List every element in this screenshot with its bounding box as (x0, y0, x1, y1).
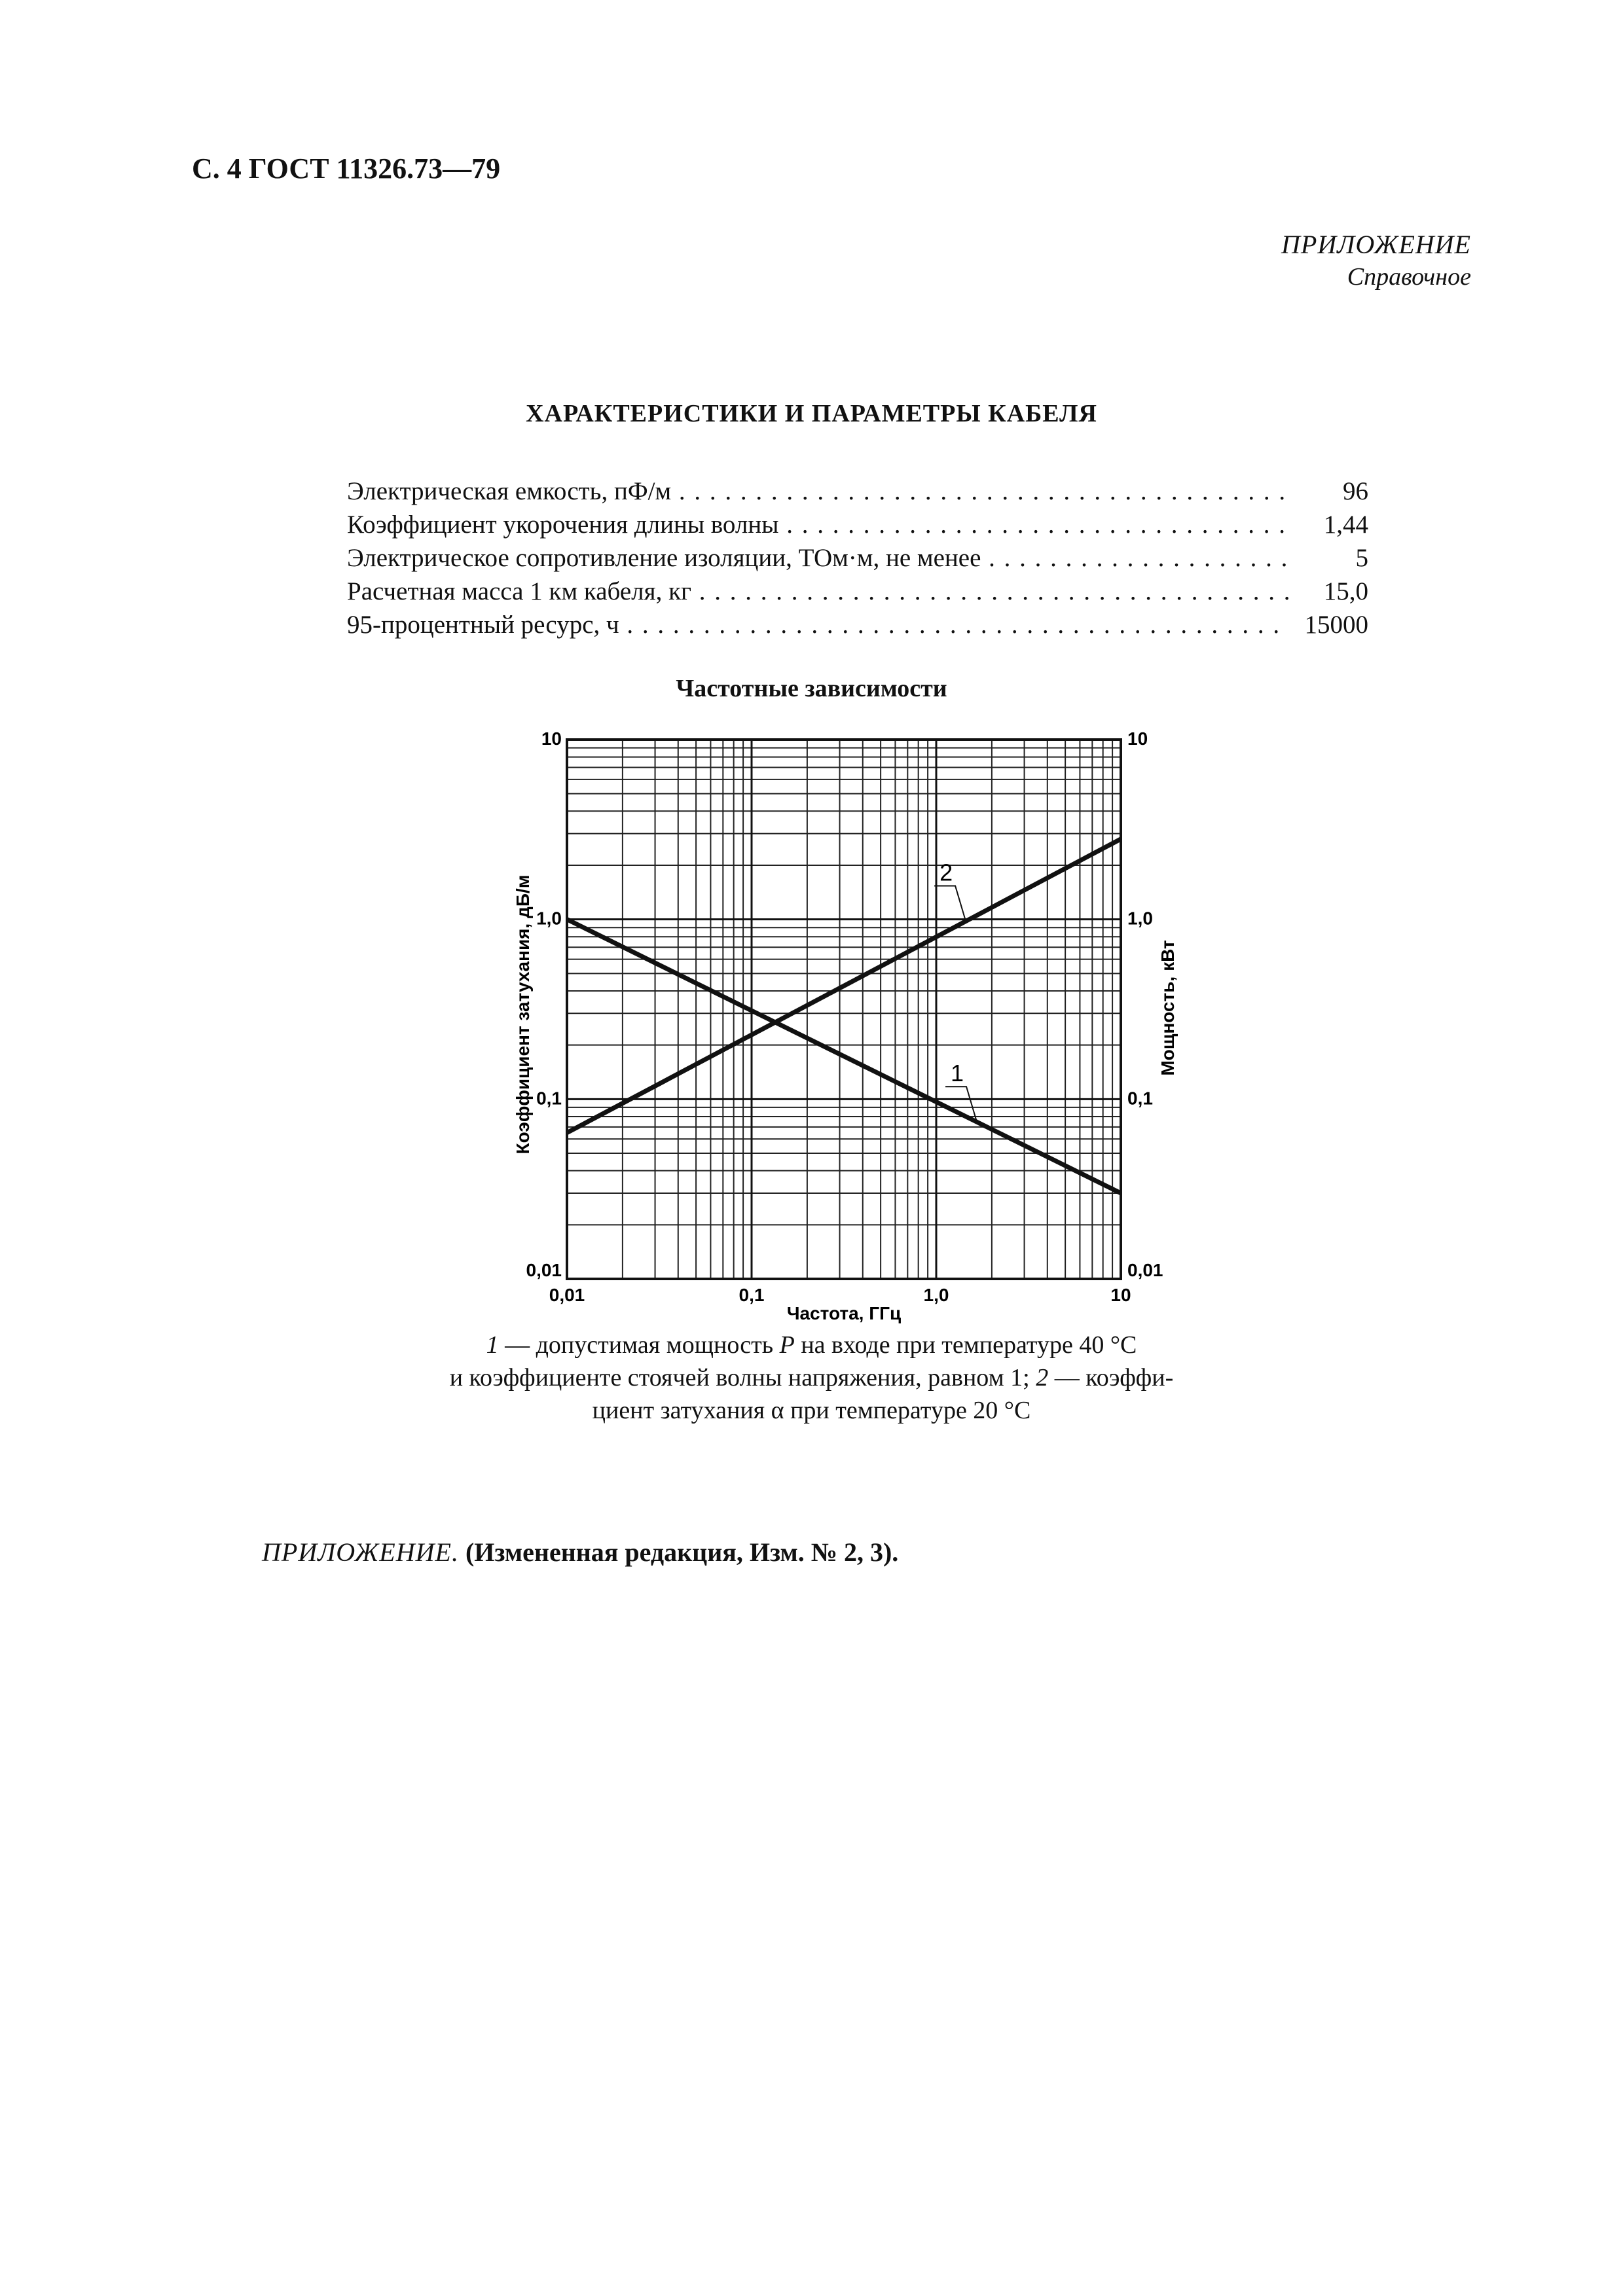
param-value: 15,0 (1290, 575, 1368, 608)
annex-title: ПРИЛОЖЕНИЕ (1281, 230, 1471, 259)
chart-title: Частотные зависимости (676, 675, 947, 702)
param-label: Коэффициент укорочения длины волны . . . (347, 508, 1290, 541)
y-tick-label-right: 1,0 (1127, 908, 1153, 929)
param-value: 96 (1290, 475, 1368, 508)
caption-symbol-alpha: α (771, 1397, 784, 1424)
caption-line-2 (0, 1361, 1623, 1394)
series-2-leader (934, 886, 966, 922)
y-tick-label-left: 0,01 (526, 1260, 562, 1280)
y-tick-label-left: 0,1 (536, 1088, 562, 1109)
series-1-label: 1 (951, 1060, 964, 1087)
caption-symbol-p: P (779, 1331, 795, 1359)
caption-text: на входе при температуре 40 °С (794, 1331, 1137, 1359)
chart-grid-minor (567, 740, 1121, 1279)
footer-italic: ПРИЛОЖЕНИЕ. (262, 1537, 459, 1567)
x-tick-label: 0,1 (739, 1285, 765, 1305)
footer-bold: (Измененная редакция, Изм. № 2, 3). (458, 1537, 899, 1567)
caption-line-1 (0, 1329, 1623, 1361)
figure-caption (0, 1329, 1623, 1427)
y-tick-label-left: 1,0 (536, 908, 562, 929)
series-1-line (567, 920, 1121, 1193)
param-label: Электрическая емкость, пФ/м . . . (347, 475, 1290, 508)
param-value: 5 (1290, 541, 1368, 575)
series-2-line (567, 839, 1121, 1133)
plot-frame (567, 740, 1121, 1279)
param-label: Электрическое сопротивление изоляции, ТОм·м, не менее . . . (347, 541, 1290, 575)
page-header: С. 4 ГОСТ 11326.73—79 (192, 152, 501, 185)
param-value: 1,44 (1290, 508, 1368, 541)
footer-note (262, 1537, 898, 1568)
annex-subtitle: Справочное (1347, 263, 1471, 291)
y-tick-label-right: 0,01 (1127, 1260, 1163, 1280)
y-tick-label-left: 10 (541, 728, 562, 749)
x-axis-label: Частота, ГГц (786, 1303, 902, 1323)
x-tick-label: 10 (1110, 1285, 1131, 1305)
param-label: 95-процентный ресурс, ч . . . (347, 608, 1290, 641)
caption-curve-2-number: 2 (1036, 1364, 1049, 1391)
caption-text: циент затухания (592, 1397, 771, 1424)
caption-line-3 (0, 1394, 1623, 1427)
caption-text: — допустимая мощность (498, 1331, 780, 1359)
section-title: ХАРАКТЕРИСТИКИ И ПАРАМЕТРЫ КАБЕЛЯ (526, 400, 1097, 427)
y-tick-label-right: 10 (1127, 728, 1148, 749)
param-value: 15000 (1290, 608, 1368, 641)
x-tick-label: 1,0 (923, 1285, 949, 1305)
y-axis-label-left: Коэффициент затухания, дБ/м (513, 874, 533, 1155)
series-2-label: 2 (939, 859, 953, 886)
chart-tick-labels (526, 728, 1163, 1305)
caption-text: и коэффициенте стоячей волны напряжения, равном 1; (449, 1364, 1036, 1391)
param-label: Расчетная масса 1 км кабеля, кг . . . (347, 575, 1290, 608)
caption-text: — коэффи- (1048, 1364, 1174, 1391)
y-axis-label-right: Мощность, кВт (1158, 940, 1178, 1076)
y-tick-label-right: 0,1 (1127, 1088, 1153, 1109)
caption-text: при температуре 20 °С (784, 1397, 1031, 1424)
x-tick-label: 0,01 (549, 1285, 585, 1305)
chart-grid-major (567, 740, 1121, 1279)
chart-series (567, 839, 1121, 1193)
caption-curve-1-number: 1 (486, 1331, 499, 1359)
